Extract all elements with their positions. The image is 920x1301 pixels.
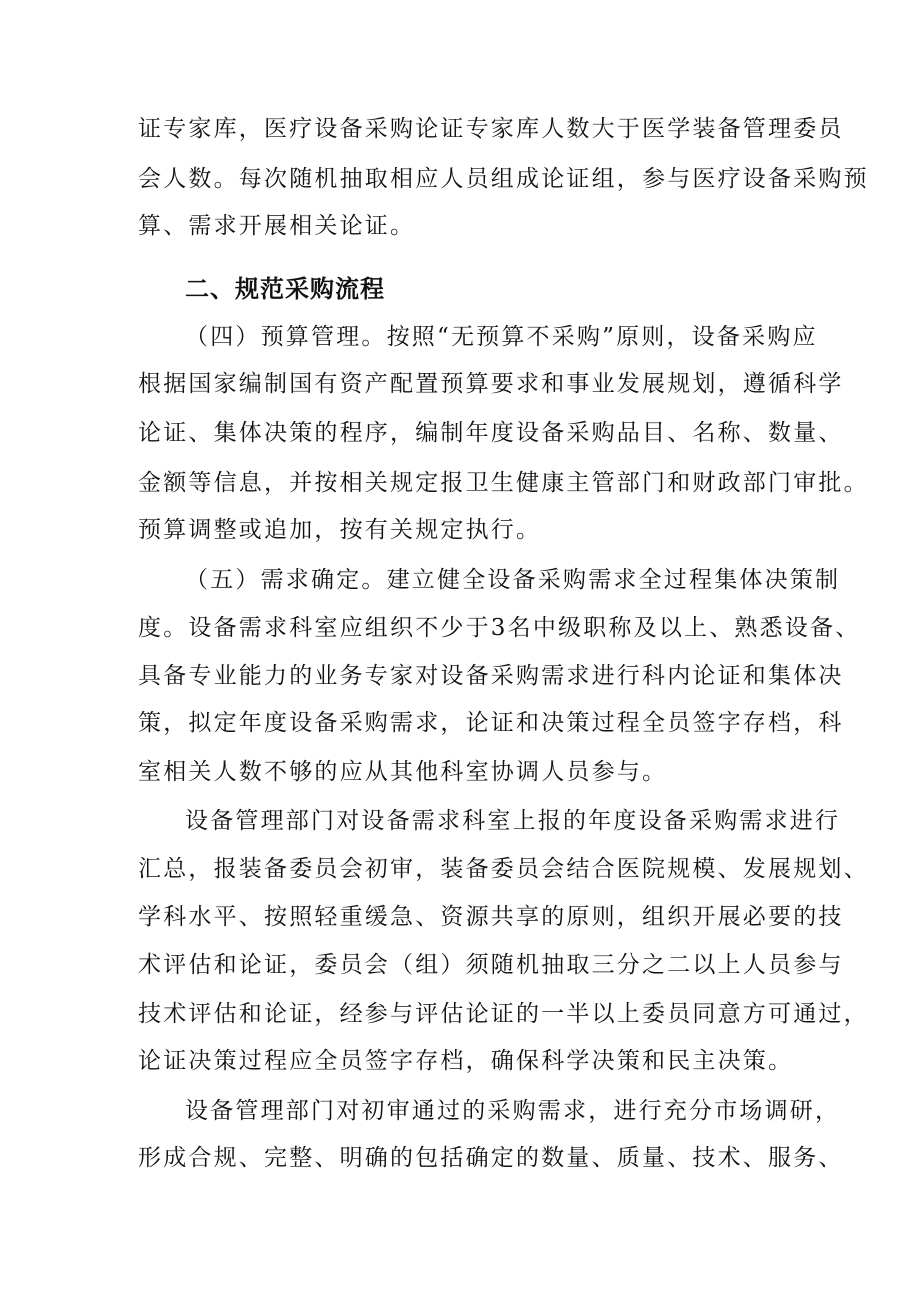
text-line: （四）预算管理。按照“无预算不采购”原则，设备采购应: [185, 324, 818, 350]
text-line: 根据国家编制国有资产配置预算要求和事业发展规划，遵循科学: [138, 371, 844, 397]
text-line: 具备专业能力的业务专家对设备采购需求进行科内论证和集体决: [138, 663, 844, 689]
text-line: 汇总，报装备委员会初审，装备委员会结合医院规模、发展规划、: [138, 856, 869, 882]
text-line: 技术评估和论证，经参与评估论证的一半以上委员同意方可通过，: [138, 1001, 869, 1027]
text-line: 策，拟定年度设备采购需求，论证和决策过程全员签字存档，科: [138, 710, 844, 736]
text-line: 证专家库，医疗设备采购论证专家库人数大于医学装备管理委员: [138, 116, 844, 142]
section-heading: 二、规范采购流程: [185, 275, 385, 303]
text-line: 术评估和论证，委员会（组）须随机抽取三分之二以上人员参与: [138, 952, 844, 978]
text-line: 设备管理部门对设备需求科室上报的年度设备采购需求进行: [185, 808, 841, 834]
text-line: 设备管理部门对初审通过的采购需求，进行充分市场调研，: [185, 1098, 841, 1124]
text-line: 论证决策过程应全员签字存档，确保科学决策和民主决策。: [138, 1048, 794, 1074]
text-line: （五）需求确定。建立健全设备采购需求全过程集体决策制: [185, 567, 841, 593]
text-line: 形成合规、完整、明确的包括确定的数量、质量、技术、服务、: [138, 1145, 844, 1171]
text-line: 学科水平、按照轻重缓急、资源共享的原则，组织开展必要的技: [138, 904, 844, 930]
text-line: 算、需求开展相关论证。: [138, 213, 416, 239]
text-line: 预算调整或追加，按有关规定执行。: [138, 517, 542, 543]
text-line: 室相关人数不够的应从其他科室协调人员参与。: [138, 759, 668, 785]
text-line: 度。设备需求科室应组织不少于3名中级职称及以上、熟悉设备、: [138, 615, 861, 641]
text-line: 金额等信息，并按相关规定报卫生健康主管部门和财政部门审批。: [138, 470, 869, 496]
text-line: 论证、集体决策的程序，编制年度设备采购品目、名称、数量、: [138, 420, 844, 446]
text-line: 会人数。每次随机抽取相应人员组成论证组，参与医疗设备采购预: [138, 166, 869, 192]
